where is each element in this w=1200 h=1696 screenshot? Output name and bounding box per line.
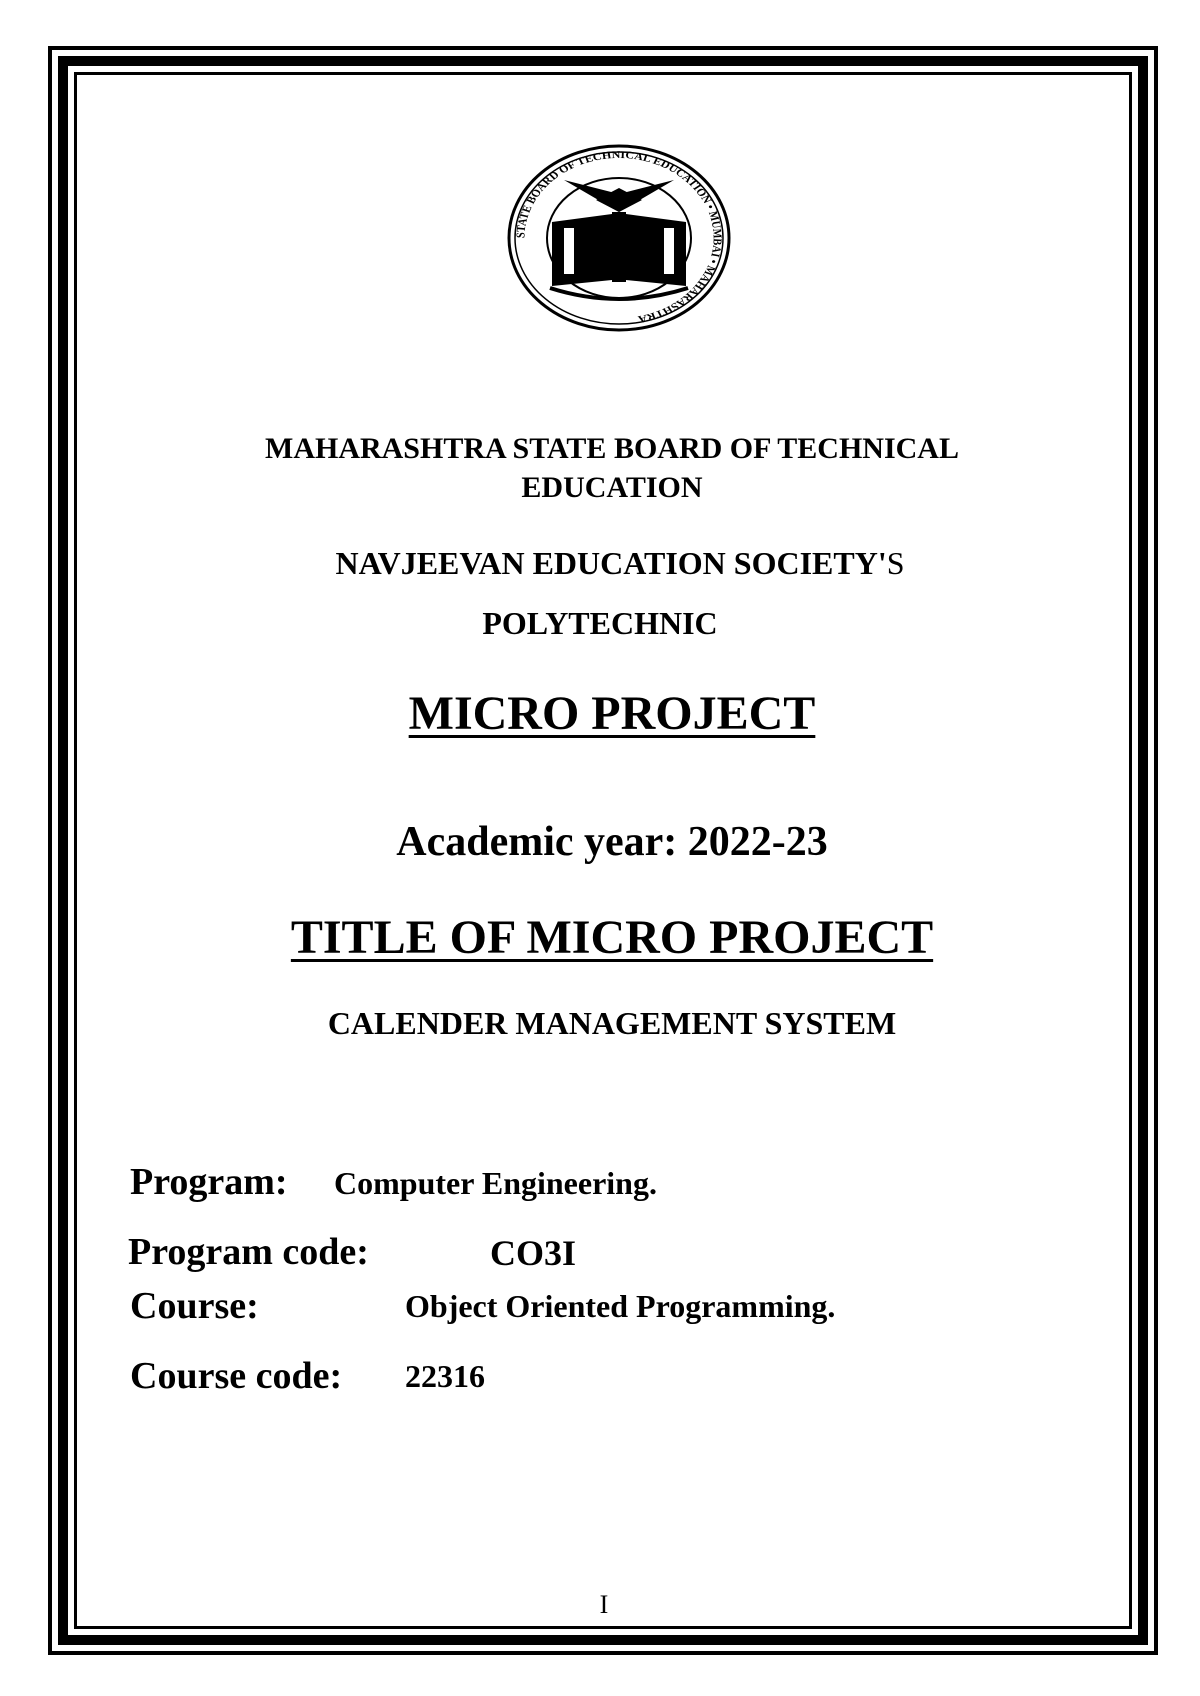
society-name-main: NAVJEEVAN EDUCATION SOCIETY' bbox=[335, 545, 887, 581]
project-title: CALENDER MANAGEMENT SYSTEM bbox=[327, 1005, 897, 1041]
board-name-line-1: MAHARASHTRA STATE BOARD OF TECHNICAL bbox=[265, 432, 959, 465]
micro-project-heading: MICRO PROJECT bbox=[408, 687, 816, 740]
course-label: Course: bbox=[130, 1285, 259, 1327]
program-code-label: Program code: bbox=[128, 1231, 369, 1273]
seal-text: STATE BOARD OF TECHNICAL EDUCATION • MUMBAI • MAHARASHTRA bbox=[514, 149, 724, 325]
program-code-value: CO3I bbox=[490, 1233, 577, 1273]
program-value: Computer Engineering. bbox=[334, 1165, 657, 1201]
institute-name: POLYTECHNIC bbox=[482, 605, 718, 641]
board-name-line-2: EDUCATION bbox=[521, 471, 703, 504]
page-number: I bbox=[599, 1590, 609, 1619]
course-code-label: Course code: bbox=[130, 1355, 343, 1397]
course-value: Object Oriented Programming. bbox=[405, 1288, 836, 1324]
academic-year: Academic year: 2022-23 bbox=[396, 819, 828, 865]
society-name bbox=[0, 545, 1200, 582]
society-name-suffix: S bbox=[886, 545, 905, 581]
program-label: Program: bbox=[130, 1161, 288, 1203]
msbte-seal-logo bbox=[504, 142, 734, 334]
course-code-value: 22316 bbox=[405, 1358, 485, 1394]
title-heading: TITLE OF MICRO PROJECT bbox=[290, 911, 934, 964]
